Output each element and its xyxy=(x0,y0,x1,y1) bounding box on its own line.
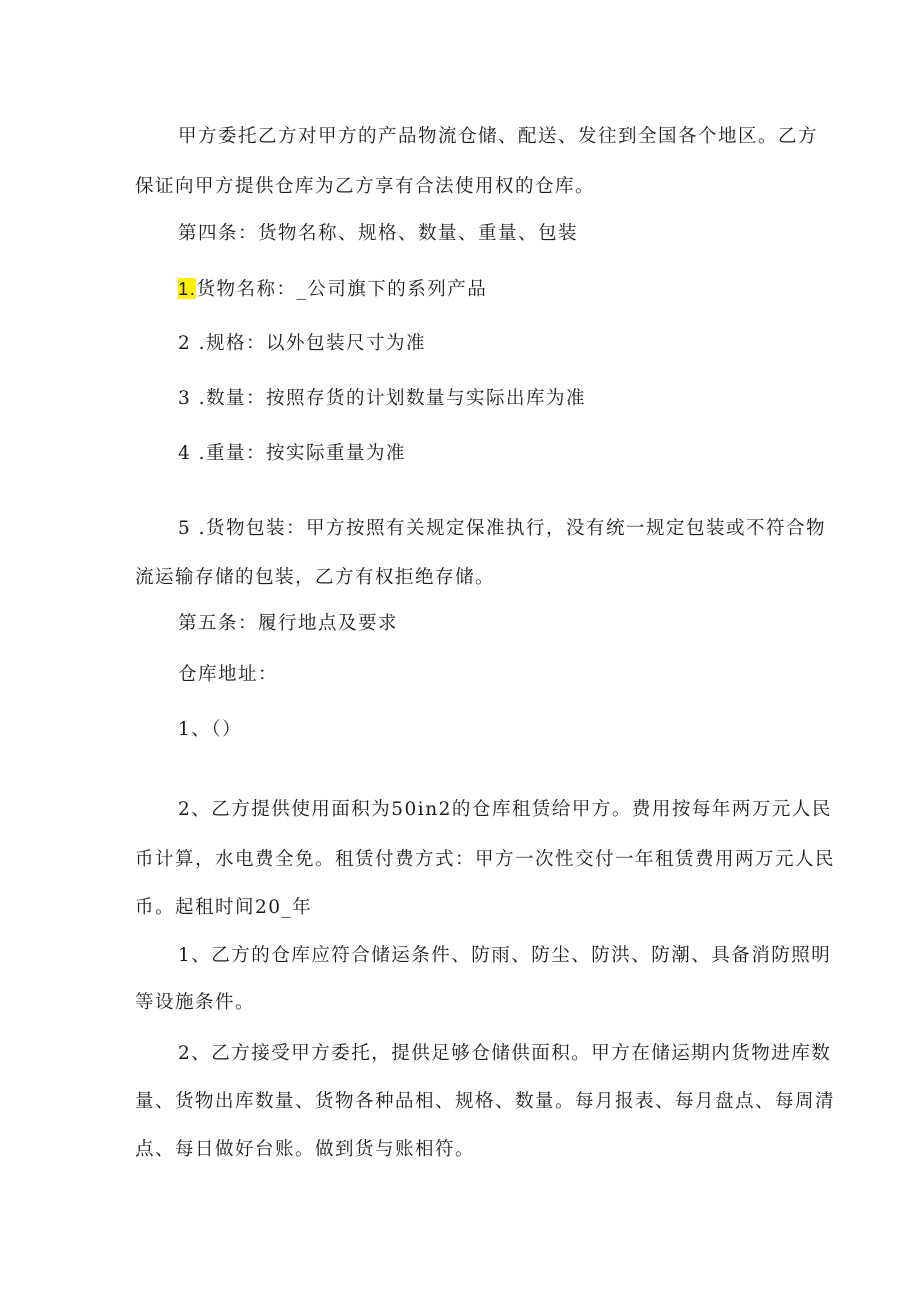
address-item-2-line-3: 币。起租时间20_年 xyxy=(135,897,313,918)
requirement-2-line-3: 点、每日做好台账。做到货与账相符。 xyxy=(135,1139,476,1160)
article-4-heading: 第四条：货物名称、规格、数量、重量、包装 xyxy=(178,223,579,244)
paragraph-commission-line-1: 甲方委托乙方对甲方的产品物流仓储、配送、发往到全国各个地区。乙方 xyxy=(178,126,819,147)
requirement-2-line-2: 量、货物出库数量、货物各种品相、规格、数量。每月报表、每月盘点、每周清 xyxy=(135,1091,836,1112)
item-1-text: 货物名称：_公司旗下的系列产品 xyxy=(196,279,488,300)
item-5-packaging-line-1: 5 .货物包装：甲方按照有关规定保准执行，没有统一规定包装或不符合物 xyxy=(178,518,827,539)
paragraph-commission-line-2: 保证向甲方提供仓库为乙方享有合法使用权的仓库。 xyxy=(135,176,596,197)
item-2-spec: 2 .规格：以外包装尺寸为准 xyxy=(178,333,427,354)
requirement-1-line-2: 等设施条件。 xyxy=(135,992,256,1013)
item-3-quantity: 3 .数量：按照存货的计划数量与实际出库为准 xyxy=(178,388,587,409)
item-4-weight: 4 .重量：按实际重量为准 xyxy=(178,443,407,464)
warehouse-address-label: 仓库地址： xyxy=(178,664,279,685)
address-item-1: 1、（） xyxy=(178,719,243,740)
requirement-2-line-1: 2、乙方接受甲方委托，提供足够仓储供面积。甲方在储运期内货物进库数 xyxy=(178,1043,832,1064)
item-5-packaging-line-2: 流运输存储的包装，乙方有权拒绝存储。 xyxy=(135,567,496,588)
requirement-1-line-1: 1、乙方的仓库应符合储运条件、防雨、防尘、防洪、防潮、具备消防照明 xyxy=(178,945,832,966)
item-1-number-highlight: 1. xyxy=(178,278,197,299)
item-1-goods-name xyxy=(178,275,838,301)
address-item-2-line-1: 2、乙方提供使用面积为50in2的仓库租赁给甲方。费用按每年两万元人民 xyxy=(178,799,832,820)
address-item-2-line-2: 币计算，水电费全免。租赁付费方式：甲方一次性交付一年租赁费用两万元人民 xyxy=(135,849,836,870)
article-5-heading: 第五条：履行地点及要求 xyxy=(178,613,399,634)
